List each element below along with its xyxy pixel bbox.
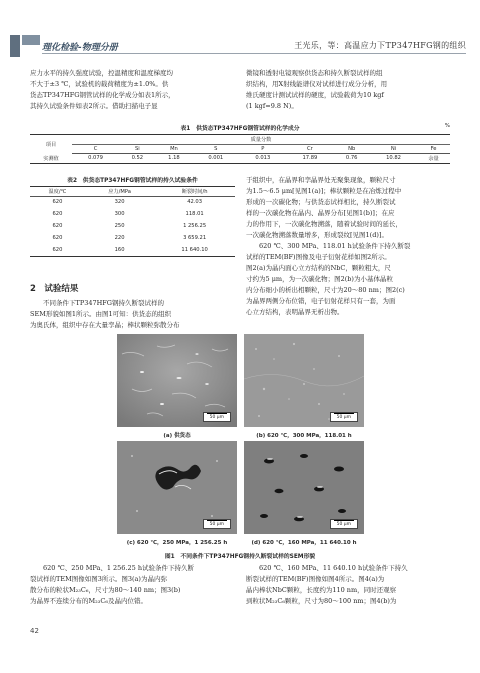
table1-cell: 10.82 — [370, 154, 417, 164]
text-line: 620 ℃、160 MPa、11 640.10 h试验条件下持久 — [259, 564, 408, 572]
scale-bar: 50 μm — [330, 519, 358, 529]
table1-caption: 表1 供货态TP347HFG钢管试样的化学成分 — [180, 126, 300, 132]
table1-cell: 0.079 — [72, 154, 119, 164]
bottom-paragraph-left — [30, 563, 235, 607]
text-line: 心立方结构，表明晶界无析出物。 — [246, 308, 344, 316]
text-line: 为晶界不连续分布的M₂₃C₆及晶内位错。 — [30, 597, 147, 605]
table2-col-header: 应力/MPa — [85, 187, 154, 197]
table1-cell: 17.89 — [286, 154, 333, 164]
table1-col-header: Cr — [286, 144, 333, 154]
intro-paragraph-left — [30, 68, 235, 112]
table1-col-header: S — [192, 144, 239, 154]
page-number: 42 — [30, 627, 39, 635]
sem-image-c — [117, 441, 237, 534]
text-line: 620 ℃、300 MPa、118.01 h试验条件下持久断裂 — [259, 242, 411, 250]
scale-bar: 50 μm — [203, 519, 231, 529]
running-header: 王光乐，等：高温应力下TP347HFG钢的组织 — [294, 41, 466, 50]
table1-cell: 0.76 — [333, 154, 370, 164]
sem-image-d — [244, 441, 364, 534]
figure1-caption: 图1 不同条件下TP347HFG钢持久断裂试样的SEM形貌 — [164, 554, 316, 560]
text-line: 样的一次碳化物在晶内、晶界分布[见图1(b)]；在应 — [246, 209, 395, 217]
bottom-paragraph-right — [246, 563, 451, 607]
text-line: 图2(a)为晶内面心立方结构的NbC，颗粒粗大，尺 — [246, 264, 391, 272]
text-line: 裂试样的TEM图像如图3所示。图3(a)为晶内弥 — [30, 575, 167, 583]
table2-cell: 3 659.21 — [183, 235, 207, 241]
text-line: SEM形貌如图1所示。由图1可知：供货态的组织 — [30, 310, 172, 318]
table1-col-header: P — [239, 144, 286, 154]
table2-col-header: 温度/℃ — [30, 187, 85, 197]
table2-cell: 620 — [52, 199, 63, 206]
scale-bar: 50 μm — [330, 412, 358, 422]
table1-row-label: 实测值 — [30, 154, 72, 164]
table1-cell: 0.52 — [119, 154, 156, 164]
table1-col-header: Mn — [156, 144, 193, 154]
table2-cell: 160 — [85, 244, 154, 256]
text-line: 为晶界两侧分布位错，电子衍射花样只有一套，为面 — [246, 297, 396, 305]
table2-cell: 220 — [114, 235, 125, 241]
table2-cell: 620 — [52, 211, 63, 217]
text-line: 不大于±3 ℃，试验机的载荷精度为±1.0%。供 — [30, 80, 169, 88]
text-line: 织结构，用X射线能谱仪对试样进行成分分析，用 — [246, 80, 388, 88]
table2-cell: 620 — [52, 223, 63, 229]
text-line: 于组织中，在晶界和孪晶界处无聚集现象，颗粒尺寸 — [246, 176, 396, 184]
table2-caption: 表2 供货态TP347HFG钢管试样的持久试验条件 — [67, 178, 198, 184]
table2 — [30, 186, 235, 257]
table2-cell: 300 — [114, 211, 125, 217]
text-line: 寸约为5 μm，为一次碳化物；图2(b)为小基体晶粒 — [246, 275, 393, 283]
section-heading: 2 试验结果 — [30, 284, 79, 294]
table2-cell: 11 640.10 — [154, 244, 235, 256]
table2-col-header: 断裂时间/h — [154, 187, 235, 197]
table1 — [30, 134, 450, 164]
text-line: 维氏硬度计测试试样的硬度，试验载荷为10 kgf — [246, 91, 384, 99]
results-paragraph-right — [246, 175, 451, 318]
table1-col-header: Si — [119, 144, 156, 154]
text-line: 试样的TEM(BF)图像及电子衍射花样如图2所示。 — [246, 253, 391, 261]
text-line: 晶内棒状NbC颗粒，长度约为110 nm，同时还观察 — [246, 586, 397, 594]
journal-logo — [10, 32, 40, 58]
table1-unit: % — [444, 123, 450, 129]
text-line: 断裂试样的TEM(BF)图像如图4所示。图4(a)为 — [246, 575, 385, 583]
table1-cell: 0.013 — [239, 154, 286, 164]
text-line: 其持久试验条件如表2所示。借助扫描电子显 — [30, 102, 158, 110]
text-line: (1 kgf=9.8 N)。 — [246, 102, 298, 110]
text-line: 不同条件下TP347HFG钢持久断裂试样的 — [43, 299, 164, 307]
table1-cell: 0.001 — [192, 154, 239, 164]
text-line: 力的作用下，一次碳化物溯落，随着试验时间的延长， — [246, 220, 402, 228]
table1-col-header: C — [72, 144, 119, 154]
panel-caption-b: (b) 620 ℃，300 MPa，118.01 h — [256, 433, 352, 439]
table2-cell: 320 — [114, 199, 125, 206]
table1-col-header: Ni — [370, 144, 417, 154]
text-line: 内分布细小的析出相颗粒，尺寸为20～80 nm；图2(c) — [246, 286, 405, 294]
header-rule — [42, 53, 466, 54]
table1-col-header: Fe — [417, 144, 450, 154]
table2-cell: 620 — [30, 244, 85, 256]
table2-cell: 620 — [52, 235, 63, 241]
text-line: 为1.5～6.5 μm[见图1(a)]；棒状颗粒是在冶炼过程中 — [246, 187, 402, 195]
scale-bar: 50 μm — [203, 412, 231, 422]
table1-cell: 1.18 — [156, 154, 193, 164]
sem-image-b — [244, 334, 364, 427]
panel-caption-a: (a) 供货态 — [163, 433, 191, 439]
text-line: 微镜和透射电镜观察供货态和持久断裂试样的组 — [246, 69, 383, 77]
table1-group-header: 质量分数 — [72, 135, 450, 145]
table1-cell: 余量 — [417, 154, 450, 164]
text-line: 形成的一次碳化物；与供货态试样相比，持久断裂试 — [246, 198, 396, 206]
text-line: 到粒状M₂₃C₆颗粒，尺寸为80～100 nm；图4(b)为 — [246, 597, 397, 605]
intro-paragraph-right — [246, 68, 451, 112]
text-line: 为奥氏体，组织中存在大量孪晶；棒状颗粒弥散分布 — [30, 321, 180, 329]
table2-cell: 1 256.25 — [183, 223, 207, 229]
panel-caption-c: (c) 620 ℃，250 MPa，1 256.25 h — [126, 540, 228, 546]
text-line: 应力水平的持久强度试验，控温精度和温度梯度均 — [30, 69, 173, 77]
journal-title: 理化检验-物理分册 — [42, 43, 118, 53]
table2-cell: 118.01 — [185, 211, 204, 217]
table2-cell: 42.03 — [187, 199, 203, 206]
text-line: 620 ℃、250 MPa、1 256.25 h试验条件下持久断 — [43, 564, 195, 572]
panel-caption-d: (d) 620 ℃，160 MPa，11 640.10 h — [251, 540, 357, 546]
table1-col-header: Nb — [333, 144, 370, 154]
table1-item-header: 项目 — [30, 135, 72, 154]
text-line: 货态TP347HFG钢管试样的化学成分如表1所示， — [30, 91, 175, 99]
text-line: 散分布的粒状M₂₃C₆，尺寸为80～140 nm；图3(b) — [30, 586, 181, 594]
text-line: 一次碳化物溯落数量增多，形成裂纹[见图1(d)]。 — [246, 231, 388, 239]
table2-cell: 250 — [114, 223, 125, 229]
section2-paragraph — [30, 298, 235, 331]
sem-image-a — [117, 334, 237, 427]
